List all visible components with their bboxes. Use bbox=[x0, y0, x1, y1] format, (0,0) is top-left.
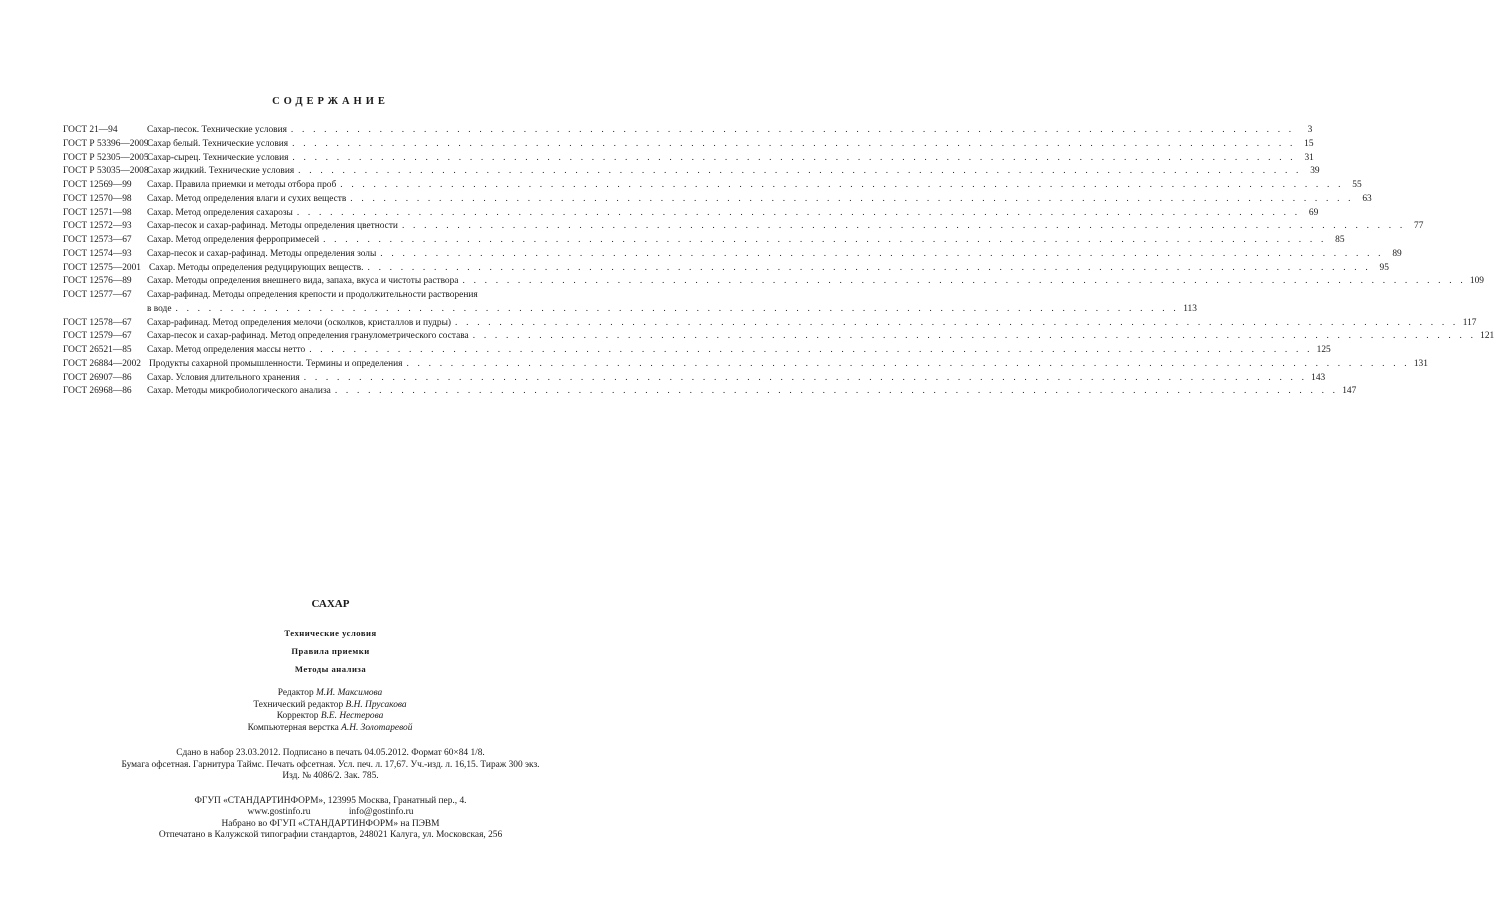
toc-entry-page: 31 bbox=[1304, 152, 1314, 163]
imprint-subtitle: Технические условия bbox=[284, 628, 377, 638]
toc-entry-code: ГОСТ 12575—2001 bbox=[63, 262, 141, 273]
credits-block bbox=[150, 688, 510, 734]
leader-dots bbox=[309, 344, 1312, 358]
toc-entry-page: 63 bbox=[1362, 193, 1372, 204]
leader-dots bbox=[350, 193, 1353, 207]
toc-entry[interactable] bbox=[63, 275, 1484, 289]
toc-entry-title: Сахар. Методы микробиологического анализа bbox=[147, 386, 331, 397]
toc-entry[interactable] bbox=[63, 124, 1313, 138]
toc-entry-code: ГОСТ 12577—67 bbox=[63, 290, 132, 300]
toc-entry[interactable] bbox=[63, 289, 1197, 317]
toc-entry-page: 89 bbox=[1392, 248, 1402, 259]
toc-entry[interactable] bbox=[63, 152, 1314, 166]
leader-dots bbox=[292, 152, 1295, 166]
toc-entry-page: 113 bbox=[1183, 303, 1197, 314]
leader-dots bbox=[335, 385, 1338, 399]
toc-entry-code: ГОСТ 12569—99 bbox=[63, 180, 132, 190]
toc-entry-code: ГОСТ 21—94 bbox=[63, 125, 118, 135]
publisher-contacts bbox=[0, 807, 661, 818]
leader-dots bbox=[455, 317, 1458, 331]
publisher-info bbox=[0, 796, 661, 841]
toc-entry-title: Сахар-рафинад. Метод определения мелочи (осколков, кристаллов и пудры) bbox=[147, 317, 452, 328]
toc-entry[interactable] bbox=[63, 358, 1428, 372]
toc-entry-page: 143 bbox=[1311, 372, 1326, 383]
toc-entry-code: ГОСТ 26907—86 bbox=[63, 372, 132, 383]
leader-dots bbox=[323, 234, 1326, 248]
leader-dots bbox=[402, 220, 1405, 234]
typeset-note: Набрано во ФГУП «СТАНДАРТИНФОРМ» на ПЭВМ bbox=[221, 818, 440, 829]
toc-entry-title: Сахар-песок и сахар-рафинад. Метод определения гранулометрического состава bbox=[147, 331, 469, 342]
leader-dots bbox=[291, 124, 1294, 138]
toc-entry-code: ГОСТ 12571—98 bbox=[63, 207, 132, 218]
leader-dots bbox=[175, 303, 1178, 317]
table-of-contents bbox=[63, 124, 1494, 399]
printing-house: Отпечатано в Калужской типографии стандартов, 248021 Калуга, ул. Московская, 256 bbox=[158, 829, 503, 840]
toc-entry-code: ГОСТ 12570—98 bbox=[63, 193, 132, 204]
toc-entry[interactable] bbox=[63, 330, 1494, 344]
toc-entry-title: Сахар. Метод определения влаги и сухих веществ bbox=[147, 193, 347, 204]
leader-dots bbox=[304, 372, 1307, 386]
email-link[interactable]: info@gostinfo.ru bbox=[348, 807, 414, 818]
leader-dots bbox=[473, 330, 1476, 344]
toc-entry-page: 125 bbox=[1316, 345, 1331, 355]
imprint-title: САХАР bbox=[311, 598, 350, 610]
toc-entry[interactable] bbox=[63, 385, 1357, 399]
toc-entry-title: Сахар-рафинад. Методы определения крепости и продолжительности растворения bbox=[147, 290, 478, 300]
print-line: Сдано в набор 23.03.2012. Подписано в печать 04.05.2012. Формат 60×84 1/8. bbox=[176, 748, 485, 758]
print-line: Бумага офсетная. Гарнитура Таймс. Печать офсетная. Усл. печ. л. 17,67. Уч.-изд. л. 16,15. Тираж 300 экз. bbox=[121, 759, 540, 770]
toc-entry-code: ГОСТ Р 53035—2008 bbox=[63, 166, 149, 177]
credit-name: В.Е. Нестерова bbox=[320, 711, 384, 722]
toc-entry-title: Сахар. Правила приемки и методы отбора проб bbox=[147, 180, 337, 190]
toc-entry[interactable] bbox=[63, 193, 1372, 207]
credit-role: Технический редактор bbox=[253, 699, 344, 710]
toc-entry[interactable] bbox=[63, 262, 1389, 276]
credit-line bbox=[150, 688, 510, 700]
toc-entry-title-block bbox=[147, 289, 1197, 317]
toc-entry-page: 147 bbox=[1342, 386, 1357, 397]
credit-line bbox=[150, 711, 510, 723]
leader-dots bbox=[368, 262, 1371, 276]
print-line: Изд. № 4086/2. Зак. 785. bbox=[282, 771, 379, 782]
imprint-subtitle: Правила приемки bbox=[291, 646, 370, 656]
toc-entry-title: Сахар-песок. Технические условия bbox=[147, 125, 287, 135]
toc-entry-title: Сахар. Метод определения сахарозы bbox=[147, 207, 293, 218]
leader-dots bbox=[298, 165, 1301, 179]
toc-entry[interactable] bbox=[63, 372, 1326, 386]
toc-entry-title: Сахар-песок и сахар-рафинад. Методы определения золы bbox=[147, 248, 377, 259]
toc-entry-page: 95 bbox=[1379, 262, 1389, 273]
toc-entry-title: Сахар. Условия длительного хранения bbox=[147, 372, 300, 383]
toc-entry-title: Сахар. Методы определения редуцирующих веществ. bbox=[149, 262, 364, 273]
toc-entry-code: ГОСТ 12573—67 bbox=[63, 235, 132, 245]
toc-entry-title: Сахар. Методы определения внешнего вида, запаха, вкуса и чистоты раствора bbox=[147, 276, 459, 287]
toc-entry-page: 77 bbox=[1414, 221, 1424, 232]
toc-entry-code: ГОСТ Р 53396—2009 bbox=[63, 138, 149, 149]
toc-entry-title-continued: в воде bbox=[147, 303, 172, 314]
toc-entry-title: Сахар. Метод определения массы нетто bbox=[147, 345, 306, 355]
leader-dots bbox=[292, 138, 1295, 152]
toc-entry-code: ГОСТ 12576—89 bbox=[63, 276, 132, 287]
toc-entry[interactable] bbox=[63, 165, 1320, 179]
toc-entry[interactable] bbox=[63, 234, 1345, 248]
print-details bbox=[0, 748, 661, 783]
toc-entry-page: 3 bbox=[1307, 125, 1313, 135]
toc-entry-title: Продукты сахарной промышленности. Термины и определения bbox=[149, 358, 403, 369]
publisher-address: ФГУП «СТАНДАРТИНФОРМ», 123995 Москва, Гранатный пер., 4. bbox=[194, 796, 467, 806]
toc-entry-page: 85 bbox=[1335, 235, 1345, 245]
toc-entry-title: Сахар-песок и сахар-рафинад. Методы определения цветности bbox=[147, 221, 398, 232]
toc-entry[interactable] bbox=[63, 138, 1314, 152]
toc-entry-code: ГОСТ 26884—2002 bbox=[63, 358, 141, 369]
toc-entry[interactable] bbox=[63, 207, 1319, 221]
toc-entry-page: 39 bbox=[1310, 166, 1320, 177]
toc-entry[interactable] bbox=[63, 179, 1362, 193]
toc-entry-code: ГОСТ 12574—93 bbox=[63, 248, 132, 259]
leader-dots bbox=[340, 179, 1343, 193]
toc-entry-title: Сахар. Метод определения ферропримесей bbox=[147, 235, 320, 245]
toc-entry-page: 131 bbox=[1413, 358, 1428, 369]
toc-title: СОДЕРЖАНИЕ bbox=[272, 96, 389, 107]
toc-entry-page: 117 bbox=[1462, 317, 1477, 328]
toc-entry[interactable] bbox=[63, 317, 1477, 331]
toc-entry[interactable] bbox=[63, 248, 1402, 262]
toc-entry-code: ГОСТ 26521—85 bbox=[63, 345, 132, 355]
toc-entry-code: ГОСТ 12572—93 bbox=[63, 221, 132, 232]
toc-entry-page: 55 bbox=[1352, 180, 1362, 190]
toc-entry-page: 15 bbox=[1304, 138, 1314, 149]
credit-role: Компьютерная верстка bbox=[247, 722, 339, 733]
toc-entry[interactable] bbox=[63, 220, 1424, 234]
credit-name: В.Н. Прусакова bbox=[345, 699, 407, 710]
leader-dots bbox=[380, 248, 1383, 262]
credit-role: Редактор bbox=[277, 688, 314, 698]
website-link[interactable]: www.gostinfo.ru bbox=[247, 807, 311, 818]
leader-dots bbox=[297, 207, 1300, 221]
toc-entry-page: 109 bbox=[1469, 276, 1484, 287]
imprint-subtitle: Методы анализа bbox=[294, 664, 367, 674]
toc-entry-code: ГОСТ 12579—67 bbox=[63, 331, 132, 342]
toc-entry-title: Сахар жидкий. Технические условия bbox=[147, 166, 295, 177]
credit-line bbox=[150, 700, 510, 712]
toc-entry-code: ГОСТ Р 52305—2005 bbox=[63, 152, 149, 163]
toc-entry-page: 121 bbox=[1480, 331, 1494, 342]
toc-entry-title: Сахар белый. Технические условия bbox=[147, 138, 289, 149]
credit-name: М.И. Максимова bbox=[315, 688, 383, 698]
toc-entry-title: Сахар-сырец. Технические условия bbox=[147, 152, 289, 163]
credit-role: Корректор bbox=[276, 711, 319, 722]
toc-entry-page: 69 bbox=[1308, 207, 1319, 218]
credit-line bbox=[150, 723, 510, 735]
leader-dots bbox=[406, 358, 1409, 372]
leader-dots bbox=[462, 275, 1465, 289]
toc-entry-code: ГОСТ 12578—67 bbox=[63, 317, 132, 328]
toc-entry[interactable] bbox=[63, 344, 1331, 358]
credit-name: А.Н. Золотаревой bbox=[341, 722, 413, 733]
toc-entry-code: ГОСТ 26968—86 bbox=[63, 386, 132, 397]
toc-entry-continuation bbox=[147, 303, 1197, 317]
